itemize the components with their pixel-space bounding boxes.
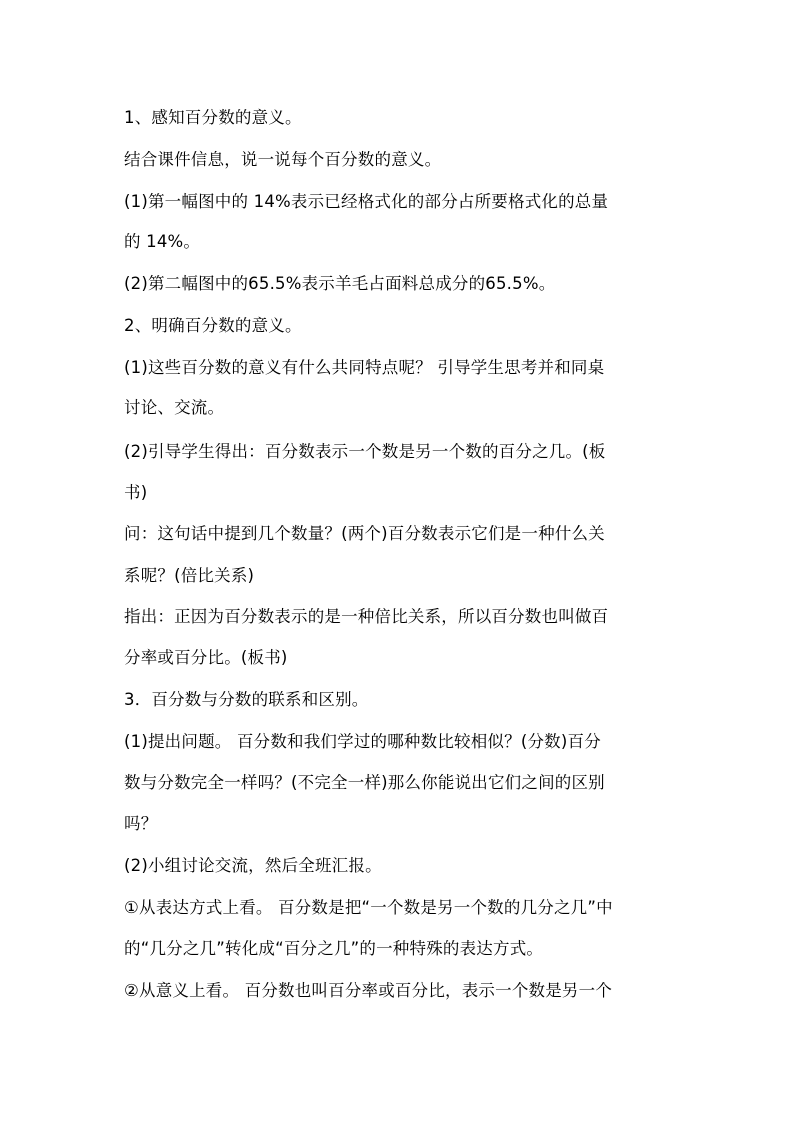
text-line: 结合课件信息，说一说每个百分数的意义。 <box>124 150 442 169</box>
text-line: 指出：正因为百分数表示的是一种倍比关系，所以百分数也叫做百 <box>124 607 609 626</box>
text-line: (1)第一幅图中的 14%表示已经格式化的部分占所要格式化的总量 <box>124 192 609 211</box>
text-line: ①从表达方式上看。 百分数是把“一个数是另一个数的几分之几”中 <box>124 898 613 917</box>
text-line: (2)第二幅图中的65.5%表示羊毛占面料总成分的65.5%。 <box>124 274 556 293</box>
text-line: (2)小组讨论交流，然后全班汇报。 <box>124 856 382 875</box>
text-line: 系呢？(倍比关系) <box>124 566 255 585</box>
text-line: 的 14%。 <box>124 232 201 251</box>
text-line: (2)引导学生得出：百分数表示一个数是另一个数的百分之几。(板 <box>124 442 606 461</box>
text-line: 3．百分数与分数的联系和区别。 <box>124 690 369 709</box>
text-line: (1)这些百分数的意义有什么共同特点呢？ 引导学生思考并和同桌 <box>124 358 605 377</box>
text-line: 的“几分之几”转化成“百分之几”的一种特殊的表达方式。 <box>124 939 544 958</box>
text-line: (1)提出问题。 百分数和我们学过的哪种数比较相似？(分数)百分 <box>124 732 601 751</box>
text-line: 书) <box>124 483 148 502</box>
text-line: 数与分数完全一样吗？(不完全一样)那么你能说出它们之间的区别 <box>124 773 605 792</box>
text-line: 吗？ <box>124 814 158 833</box>
text-line: 讨论、交流。 <box>124 398 225 417</box>
text-line: 问：这句话中提到几个数量？(两个)百分数表示它们是一种什么关 <box>124 524 605 543</box>
text-line: 分率或百分比。(板书) <box>124 648 288 667</box>
text-line: 2、明确百分数的意义。 <box>124 316 302 335</box>
text-line: ②从意义上看。 百分数也叫百分率或百分比，表示一个数是另一个 <box>124 981 613 1000</box>
text-line: 1、感知百分数的意义。 <box>124 108 302 127</box>
